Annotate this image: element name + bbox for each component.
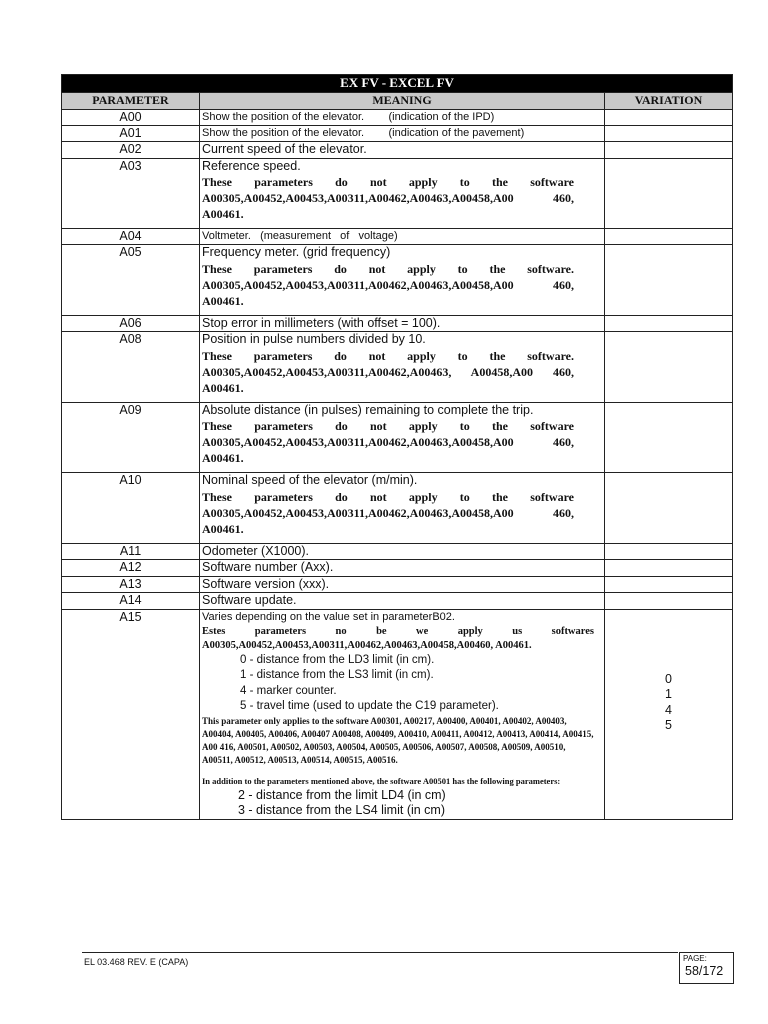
meaning-text: Show the position of the elevator. (indication of the IPD) [202,111,495,123]
a15-option: 1 - distance from the LS3 limit (in cm). [240,669,434,681]
table-row [62,158,733,229]
table-row [62,402,733,473]
table-row [62,543,733,560]
variation-cell [605,473,733,544]
page-number: 58/172 [685,964,724,978]
meaning-cell [200,543,605,560]
table-row [62,593,733,610]
meaning-text: Position in pulse numbers divided by 10. [202,332,426,346]
parameters-table [61,74,733,820]
meaning-text: Stop error in millimeters (with offset = 100). [202,315,441,330]
param-code: A08 [62,332,200,403]
header-variation: VARIATION [605,93,733,110]
param-code: A06 [62,315,200,332]
variation-cell [605,593,733,610]
a15-software-note: This parameter only applies to the software A00301, A00217, A00400, A00401, A00402, A00403, A00404, A00405, A00406, A00407 A00408, A00409, A00410, A00411, A00412, A00413, A00414, A00415, A00 416, A00501, A00502, A00503, A00504, A00505, A00506, A00507, A00508, A00509, A00510, A00511, A00512, A00513, A00514, A00515, A00516. [202,715,594,765]
page-label: PAGE: [683,954,707,963]
variation-cell [605,332,733,403]
table-row [62,229,733,245]
software-note: These parameters do not apply to the software A00305,A00452,A00453,A00311,A00462,A00463,A00458,A00 460, A00461. [202,419,574,465]
meaning-text: Show the position of the elevator. (indication of the pavement) [202,127,525,139]
variation-value: 4 [665,702,672,717]
a15-additional-note: In addition to the parameters mentioned above, the software A00501 has the following parameters: [202,775,561,786]
param-code: A14 [62,593,200,610]
meaning-cell [200,576,605,593]
table-row [62,473,733,544]
param-code: A00 [62,110,200,126]
table-row [62,142,733,159]
variation-value: 5 [665,718,672,732]
a15-option: 5 - travel time (used to update the C19 parameter). [240,700,499,712]
software-note: These parameters do not apply to the software. A00305,A00452,A00453,A00311,A00462,A00463, A00458,A00 460, A00461. [202,348,574,395]
software-note: These parameters do not apply to the software A00305,A00452,A00453,A00311,A00462,A00463,A00458,A00 460, A00461. [202,175,574,221]
meaning-cell [200,473,605,544]
variation-cell [605,158,733,229]
software-note: These parameters do not apply to the software. A00305,A00452,A00453,A00311,A00462,A00463,A00458,A00 460, A00461. [202,261,574,308]
param-code: A09 [62,402,200,473]
param-code: A03 [62,158,200,229]
table-row [62,560,733,577]
variation-cell [605,142,733,159]
a15-option: 0 - distance from the LD3 limit (in cm). [240,653,435,666]
meaning-cell [200,332,605,403]
meaning-cell [200,142,605,159]
a15-extra-option: 2 - distance from the limit LD4 (in cm) [238,787,446,802]
meaning-text: Current speed of the elevator. [202,142,367,156]
footer-divider [82,952,678,953]
meaning-cell [200,126,605,142]
header-meaning: MEANING [200,93,605,110]
param-code: A10 [62,473,200,544]
variation-cell [605,126,733,142]
meaning-text: Software update. [202,593,297,607]
table-row [62,126,733,142]
meaning-cell [200,315,605,332]
table-row [62,110,733,126]
meaning-cell [200,402,605,473]
meaning-cell [200,609,605,819]
variation-cell [605,576,733,593]
table-row-a15 [62,609,733,819]
meaning-cell [200,560,605,577]
meaning-text: Software number (Axx). [202,560,334,574]
meaning-cell [200,593,605,610]
param-code: A11 [62,543,200,560]
meaning-cell [200,245,605,316]
variation-cell [605,315,733,332]
meaning-cell [200,110,605,126]
table-row [62,245,733,316]
param-code: A05 [62,245,200,316]
meaning-text: Reference speed. [202,158,301,173]
param-code: A15 [62,609,200,819]
a15-option: 4 - marker counter. [240,684,337,697]
param-code: A13 [62,576,200,593]
meaning-text: Odometer (X1000). [202,543,309,558]
header-parameter: PARAMETER [62,93,200,110]
meaning-cell [200,229,605,245]
variation-value: 1 [665,687,672,701]
page-box [679,952,734,984]
software-note: These parameters do not apply to the software A00305,A00452,A00453,A00311,A00462,A00463,A00458,A00 460, A00461. [202,489,574,536]
param-code: A12 [62,560,200,577]
table-title: EX FV - EXCEL FV [62,75,733,93]
variation-value: 0 [665,671,672,686]
variation-cell [605,110,733,126]
meaning-text: Software version (xxx). [202,576,330,591]
meaning-text: Absolute distance (in pulses) remaining to complete the trip. [202,402,534,417]
table-row [62,332,733,403]
variation-cell [605,560,733,577]
meaning-cell [200,158,605,229]
a15-extra-option: 3 - distance from the LS4 limit (in cm) [238,803,446,817]
a15-note: Estes parameters no be we apply us softwares A00305,A00452,A00453,A00311,A00462,A00463,A00458,A00460, A00461. [202,625,594,651]
meaning-text: Frequency meter. (grid frequency) [202,245,391,259]
table-row [62,315,733,332]
param-code: A01 [62,126,200,142]
variation-cell [605,229,733,245]
table-row [62,576,733,593]
meaning-text: Voltmeter. (measurement of voltage) [202,230,398,242]
variation-cell [605,245,733,316]
variation-cell [605,402,733,473]
meaning-text: Nominal speed of the elevator (m/min). [202,473,418,487]
variation-cell [605,543,733,560]
document-reference: EL 03.468 REV. E (CAPA) [84,957,189,967]
variation-cell [605,609,733,819]
param-code: A04 [62,229,200,245]
a15-intro: Varies depending on the value set in parameterB02. [202,610,455,623]
param-code: A02 [62,142,200,159]
